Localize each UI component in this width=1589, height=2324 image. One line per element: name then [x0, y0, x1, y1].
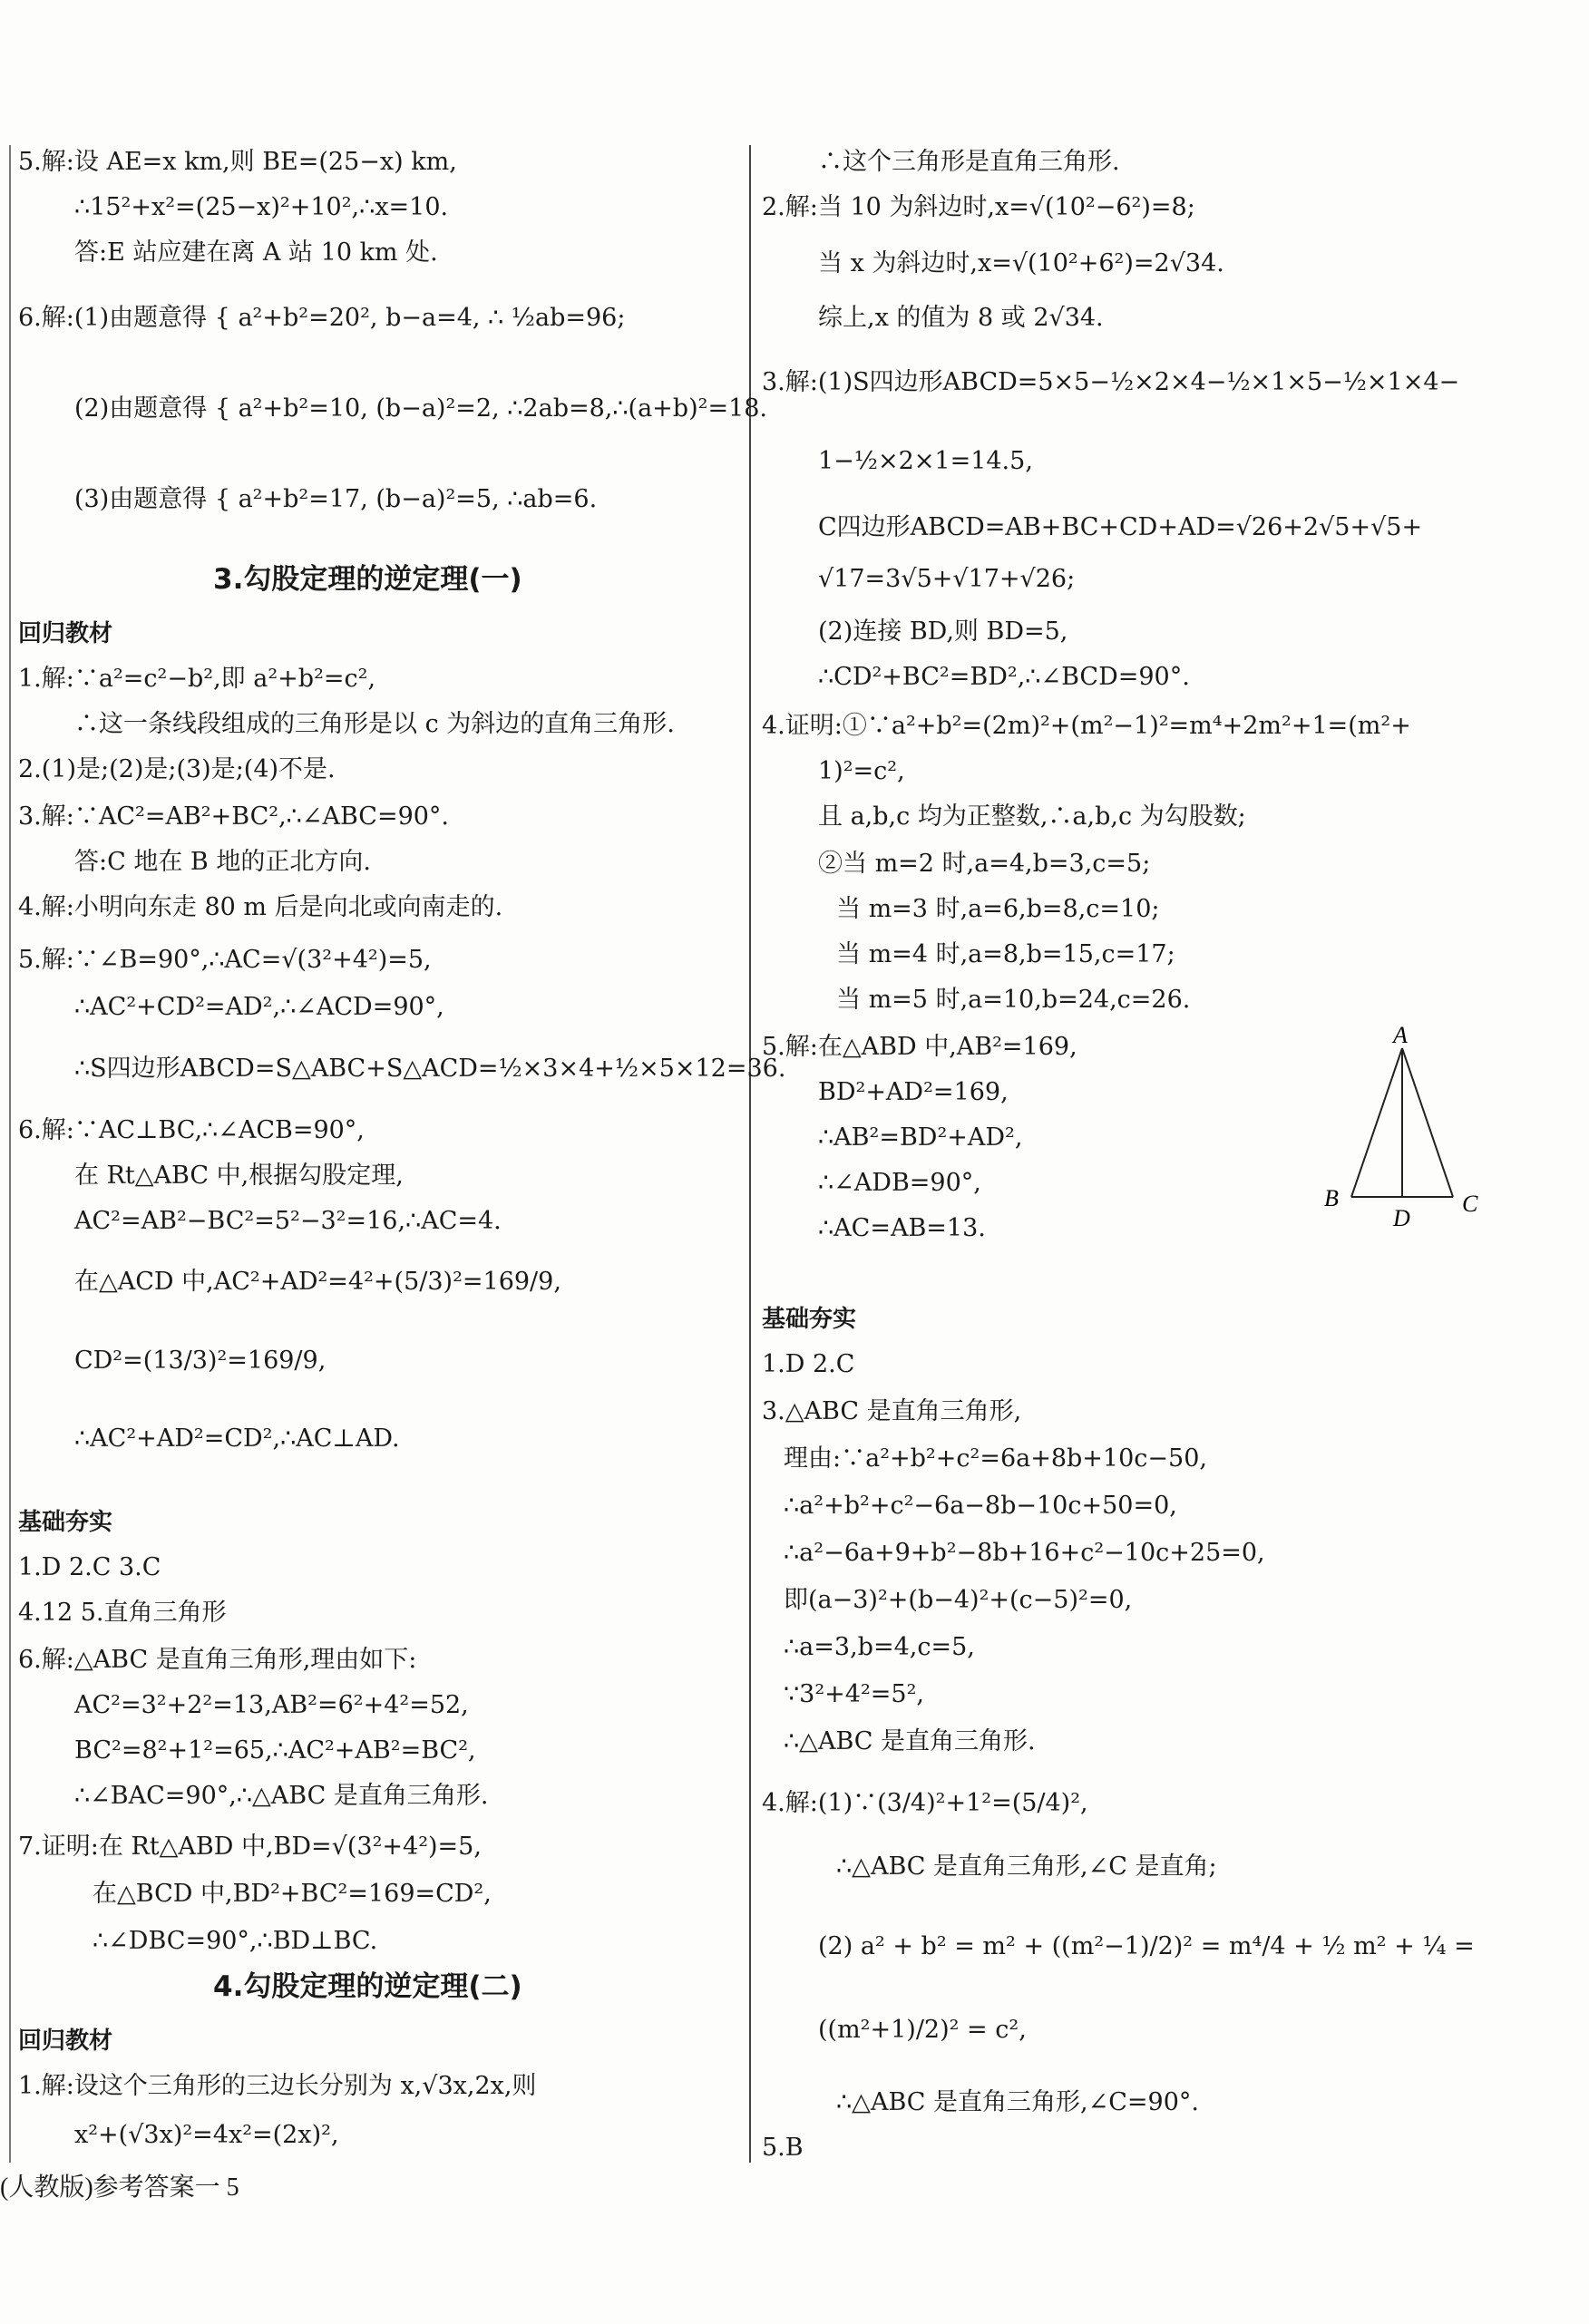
text-line: 3.解:(1)S四边形ABCD=5×5−½×2×4−½×1×5−½×1×4− — [762, 368, 1460, 396]
text-line: 3.解:∵AC²=AB²+BC²,∴∠ABC=90°. — [18, 802, 450, 831]
text-line: 3.△ABC 是直角三角形, — [762, 1397, 1022, 1425]
vertex-label-a: A — [1393, 1025, 1408, 1048]
side-ac — [1402, 1048, 1453, 1197]
text-line: 5.解:在△ABD 中,AB²=169, — [762, 1033, 1077, 1061]
text-line: ∴∠ADB=90°, — [818, 1169, 981, 1197]
text-line: ∴△ABC 是直角三角形,∠C 是直角; — [836, 1852, 1217, 1881]
text-line: ∴15²+x²=(25−x)²+10²,∴x=10. — [74, 193, 449, 221]
text-line: ∵3²+4²=5², — [784, 1680, 925, 1708]
text-line: ∴△ABC 是直角三角形. — [784, 1727, 1036, 1755]
text-line: BC²=8²+1²=65,∴AC²+AB²=BC², — [74, 1736, 476, 1765]
text-line: 当 m=3 时,a=6,b=8,c=10; — [836, 895, 1160, 923]
text-line: 1)²=c², — [818, 757, 905, 785]
text-line: BD²+AD²=169, — [818, 1078, 1009, 1106]
text-line: 5.B — [762, 2134, 804, 2162]
text-line: 5.解:设 AE=x km,则 BE=(25−x) km, — [18, 148, 457, 176]
text-line: ∴∠BAC=90°,∴△ABC 是直角三角形. — [74, 1782, 489, 1810]
text-line: ∴a²−6a+9+b²−8b+16+c²−10c+25=0, — [784, 1539, 1265, 1567]
text-line: 1.解:设这个三角形的三边长分别为 x,√3x,2x,则 — [18, 2072, 537, 2100]
text-line: x²+(√3x)²=4x²=(2x)², — [74, 2121, 339, 2149]
vertex-label-c: C — [1462, 1191, 1478, 1217]
text-line: (2)连接 BD,则 BD=5, — [818, 617, 1068, 646]
subsection-title: 回归教材 — [18, 620, 113, 647]
text-line: 在△ACD 中,AC²+AD²=4²+(5/3)²=169/9, — [74, 1268, 561, 1296]
text-line: 在 Rt△ABC 中,根据勾股定理, — [74, 1162, 404, 1190]
left-margin-rule — [9, 145, 11, 2163]
subsection-title: 回归教材 — [18, 2027, 113, 2055]
text-line: ∴∠DBC=90°,∴BD⊥BC. — [93, 1927, 378, 1955]
text-line: 且 a,b,c 均为正整数,∴a,b,c 为勾股数; — [818, 802, 1246, 831]
text-line: CD²=(13/3)²=169/9, — [74, 1347, 327, 1375]
text-line: ∴这个三角形是直角三角形. — [818, 148, 1120, 176]
text-line: ∴a=3,b=4,c=5, — [784, 1633, 975, 1661]
side-ab — [1351, 1048, 1402, 1197]
text-line: 答:C 地在 B 地的正北方向. — [74, 848, 371, 876]
triangle-figure — [1315, 1025, 1496, 1242]
text-line: ∴△ABC 是直角三角形,∠C=90°. — [836, 2088, 1199, 2116]
text-line: 4.12 5.直角三角形 — [18, 1599, 227, 1627]
text-line: 7.证明:在 Rt△ABD 中,BD=√(3²+4²)=5, — [18, 1833, 482, 1861]
text-line: ((m²+1)/2)² = c², — [818, 2016, 1027, 2044]
text-line: 答:E 站应建在离 A 站 10 km 处. — [74, 238, 438, 267]
text-line: (2)由题意得 { a²+b²=10, (b−a)²=2, ∴2ab=8,∴(a+b)²=18. — [74, 394, 768, 423]
text-line: ∴CD²+BC²=BD²,∴∠BCD=90°. — [818, 663, 1190, 691]
text-line: (2) a² + b² = m² + ((m²−1)/2)² = m⁴/4 + ½ m² + ¼ = — [818, 1932, 1475, 1960]
text-line: 1.解:∵a²=c²−b²,即 a²+b²=c², — [18, 665, 376, 693]
text-line: (3)由题意得 { a²+b²=17, (b−a)²=5, ∴ab=6. — [74, 485, 598, 513]
section-title: 3.勾股定理的逆定理(一) — [213, 563, 522, 596]
text-line: ∴AC²+CD²=AD²,∴∠ACD=90°, — [74, 993, 444, 1021]
text-line: ∴a²+b²+c²−6a−8b−10c+50=0, — [784, 1492, 1177, 1520]
text-line: 6.解:△ABC 是直角三角形,理由如下: — [18, 1646, 417, 1674]
text-line: 当 m=4 时,a=8,b=15,c=17; — [836, 940, 1175, 968]
text-line: 4.解:小明向东走 80 m 后是向北或向南走的. — [18, 893, 503, 921]
text-line: ∴AC²+AD²=CD²,∴AC⊥AD. — [74, 1425, 400, 1453]
page-footer: (人教版)参考答案一 5 — [0, 2173, 239, 2202]
text-line: 4.证明:①∵a²+b²=(2m)²+(m²−1)²=m⁴+2m²+1=(m²+ — [762, 712, 1411, 740]
text-line: 即(a−3)²+(b−4)²+(c−5)²=0, — [784, 1586, 1133, 1614]
text-line: AC²=AB²−BC²=5²−3²=16,∴AC=4. — [74, 1207, 502, 1235]
vertex-label-b: B — [1324, 1185, 1339, 1211]
text-line: 在△BCD 中,BD²+BC²=169=CD², — [93, 1880, 492, 1908]
text-line: ∴AC=AB=13. — [818, 1214, 986, 1242]
text-line: 4.解:(1)∵(3/4)²+1²=(5/4)², — [762, 1789, 1088, 1817]
text-line: 1−½×2×1=14.5, — [818, 447, 1033, 475]
text-line: 2.(1)是;(2)是;(3)是;(4)不是. — [18, 755, 336, 783]
text-line: 当 m=5 时,a=10,b=24,c=26. — [836, 986, 1191, 1014]
text-line: ∴这一条线段组成的三角形是以 c 为斜边的直角三角形. — [74, 710, 675, 738]
subsection-title: 基础夯实 — [762, 1306, 857, 1333]
text-line: 2.解:当 10 为斜边时,x=√(10²−6²)=8; — [762, 193, 1195, 221]
subsection-title: 基础夯实 — [18, 1509, 113, 1536]
text-line: 6.解:∵AC⊥BC,∴∠ACB=90°, — [18, 1116, 365, 1144]
text-line: ∴S四边形ABCD=S△ABC+S△ACD=½×3×4+½×5×12=36. — [74, 1055, 786, 1083]
text-line: ∴AB²=BD²+AD², — [818, 1123, 1023, 1152]
section-title: 4.勾股定理的逆定理(二) — [213, 1970, 522, 2003]
text-line: √17=3√5+√17+√26; — [818, 565, 1076, 593]
text-line: ②当 m=2 时,a=4,b=3,c=5; — [818, 850, 1151, 878]
column-divider — [749, 145, 751, 2163]
text-line: 1.D 2.C — [762, 1350, 855, 1378]
text-line: C四边形ABCD=AB+BC+CD+AD=√26+2√5+√5+ — [818, 513, 1423, 541]
text-line: 综上,x 的值为 8 或 2√34. — [818, 304, 1104, 332]
text-line: 理由:∵a²+b²+c²=6a+8b+10c−50, — [784, 1444, 1207, 1473]
vertex-label-d: D — [1393, 1205, 1410, 1231]
text-line: 当 x 为斜边时,x=√(10²+6²)=2√34. — [818, 249, 1224, 277]
text-line: 5.解:∵∠B=90°,∴AC=√(3²+4²)=5, — [18, 946, 432, 974]
text-line: 1.D 2.C 3.C — [18, 1553, 161, 1581]
text-line: AC²=3²+2²=13,AB²=6²+4²=52, — [74, 1691, 469, 1719]
text-line: 6.解:(1)由题意得 { a²+b²=20², b−a=4, ∴ ½ab=96; — [18, 304, 626, 332]
